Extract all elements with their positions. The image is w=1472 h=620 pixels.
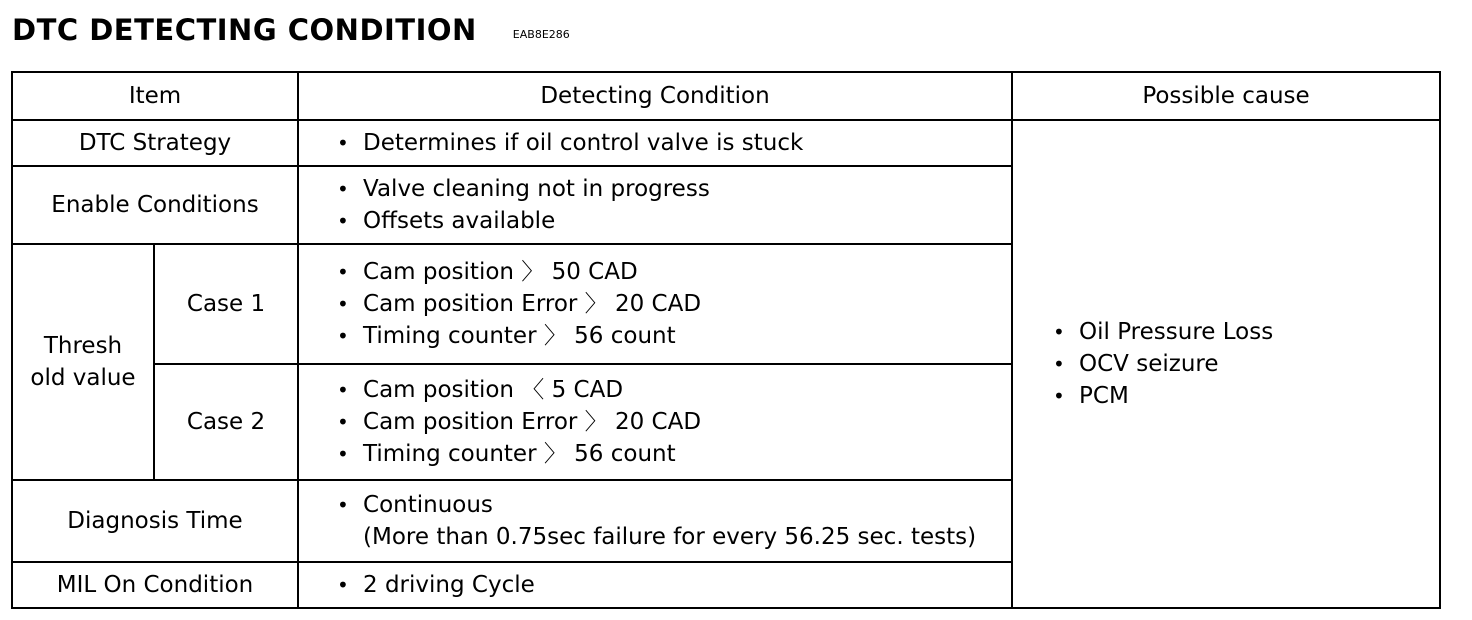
table-row-dtc-strategy [12,120,1440,166]
table-header-row [12,72,1440,120]
item-mil-on-condition: MIL On Condition [12,562,298,608]
dtc-condition-table [11,71,1441,609]
item-case-1: Case 1 [154,244,298,364]
document-code: EAB8E286 [512,27,570,41]
item-dtc-strategy: DTC Strategy [12,120,298,166]
column-header-cause: Possible cause [1012,72,1440,120]
condition-item: • Cam position 〉 50 CAD [337,256,1011,288]
possible-cause-cell [1012,120,1440,608]
condition-enable-conditions [298,166,1012,244]
title-row [12,10,570,50]
column-header-item: Item [12,72,298,120]
condition-item: • 2 driving Cycle [337,569,1011,601]
condition-item: • Cam position Error 〉 20 CAD [337,406,1011,438]
page-title: DTC DETECTING CONDITION [12,13,477,47]
condition-diagnosis-time [298,480,1012,562]
condition-list [337,489,1011,521]
condition-item: • Continuous [337,489,1011,521]
cause-item: • OCV seizure [1053,348,1439,380]
condition-list [337,374,1011,470]
condition-item: • Valve cleaning not in progress [337,173,1011,205]
cause-item: • Oil Pressure Loss [1053,316,1439,348]
condition-list [337,127,1011,159]
condition-case-2 [298,364,1012,480]
condition-item: • Timing counter 〉 56 count [337,438,1011,470]
column-header-condition: Detecting Condition [298,72,1012,120]
condition-item: • Determines if oil control valve is stuck [337,127,1011,159]
condition-dtc-strategy [298,120,1012,166]
cause-item: • PCM [1053,380,1439,412]
item-case-2: Case 2 [154,364,298,480]
cause-list [1053,316,1439,412]
item-threshold-value [12,244,154,480]
threshold-label-line1: Thresh [43,333,123,359]
condition-note: (More than 0.75sec failure for every 56.25 sec. tests) [363,524,977,550]
condition-item: • Cam position Error 〉 20 CAD [337,288,1011,320]
condition-list [337,256,1011,352]
condition-item: • Offsets available [337,205,1011,237]
condition-item: • Cam position 〈 5 CAD [337,374,1011,406]
condition-list [337,173,1011,237]
item-enable-conditions: Enable Conditions [12,166,298,244]
condition-case-1 [298,244,1012,364]
item-diagnosis-time: Diagnosis Time [12,480,298,562]
threshold-label-line2: old value [30,365,136,391]
condition-list [337,569,1011,601]
condition-item: • Timing counter 〉 56 count [337,320,1011,352]
condition-mil-on-condition [298,562,1012,608]
